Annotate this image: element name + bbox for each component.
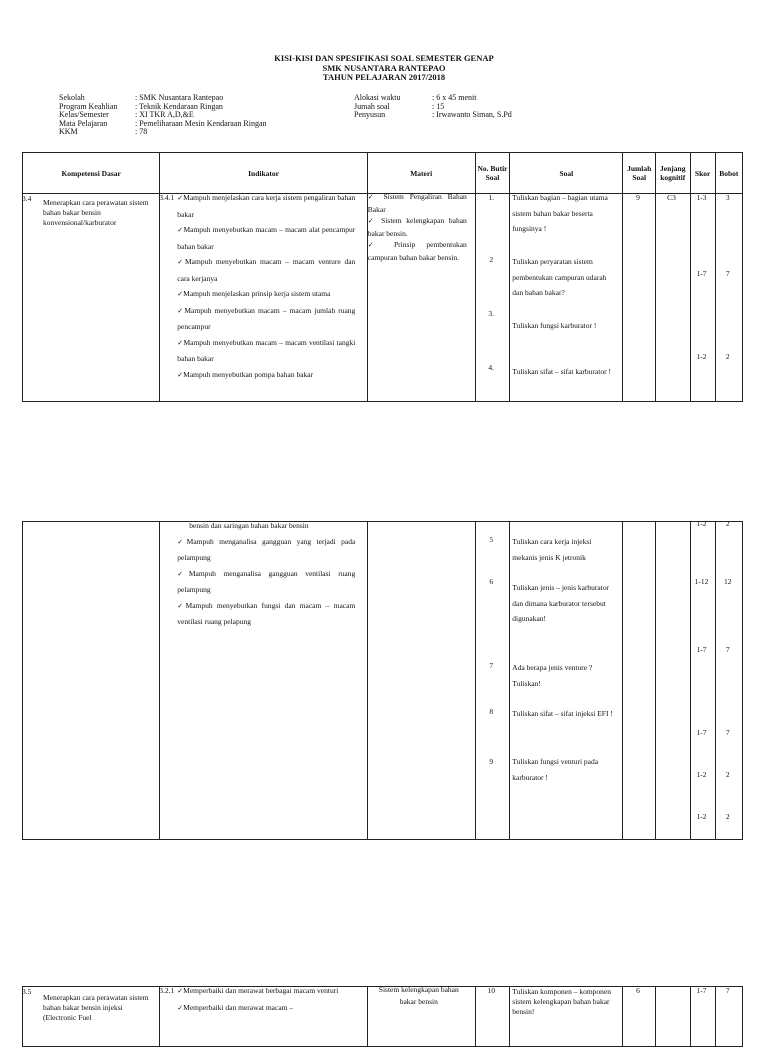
materi-text: Sistem kelengkapan bahan bakar bensin (378, 985, 459, 1006)
meta-value: : 15 (432, 101, 445, 111)
check-icon: ✓ (177, 537, 187, 546)
indicator-cell (160, 194, 368, 402)
jenjang-cell (655, 522, 690, 840)
meta-left (59, 94, 267, 137)
score: 1-2 (696, 352, 707, 361)
indicator-number: 3.4.1 (159, 193, 175, 202)
score: 1-7 (696, 645, 707, 654)
score: 1-7 (696, 269, 707, 278)
meta-label: Mata Pelajaran (59, 118, 108, 128)
meta-value: : 78 (135, 127, 148, 137)
weight: 2 (725, 812, 730, 821)
check-icon: ✓ (177, 370, 184, 379)
col-header: Materi (367, 153, 475, 194)
no-cell (475, 194, 510, 402)
col-header: Soal (510, 153, 623, 194)
weight: 7 (725, 269, 730, 278)
col-header: Bobot (715, 153, 742, 194)
cognitive-level: C3 (667, 193, 676, 202)
kd-cell (23, 987, 160, 1047)
check-icon: ✓ (177, 258, 186, 266)
check-icon: ✓ (177, 306, 185, 315)
question-number: 4. (488, 363, 495, 372)
question-text: Tuliskan sifat – sifat karburator ! (512, 367, 611, 376)
score: 1-7 (696, 728, 707, 737)
no-cell (475, 987, 510, 1047)
meta-value: : 6 x 45 menit (432, 93, 477, 102)
score: 1-2 (696, 770, 707, 779)
kd-cell (23, 522, 160, 840)
indicator-item: ✓Memperbaiki dan merawat macam – (177, 1002, 294, 1012)
soal-cell (510, 194, 623, 402)
col-header: Jenjang kognitif (655, 153, 690, 194)
meta-label: Penyusun (354, 110, 386, 120)
col-header: Kompetensi Dasar (23, 153, 160, 194)
indicator-item: ✓Mampuh menganalisa gangguan ventilasi ruang pelampung (177, 568, 356, 594)
col-header: Skor (690, 153, 715, 194)
weight: 7 (725, 986, 730, 995)
spec-table-3 (22, 986, 743, 1047)
table-row (23, 987, 743, 1047)
check-icon: ✓ (177, 338, 184, 347)
skor-cell (690, 519, 715, 840)
check-icon: ✓ (177, 601, 186, 610)
meta-label: KKM (59, 127, 78, 137)
question-number: 7 (489, 661, 494, 670)
col-header: Jumlah Soal (623, 153, 655, 194)
academic-year: TAHUN PELAJARAN 2017/2018 (322, 72, 446, 83)
check-icon: ✓ (177, 226, 184, 234)
kd-text: Menerapkan cara perawatan sistem bahan bakar bensin konvensional/karburator (43, 198, 149, 227)
score: 1-2 (696, 812, 707, 821)
skor-cell (690, 987, 715, 1047)
meta-label: Kelas/Semester (59, 110, 109, 120)
soal-cell (510, 522, 623, 840)
materi-cell (367, 522, 475, 840)
question-count: 9 (636, 193, 640, 202)
materi-cell (367, 987, 475, 1047)
indicator-item: ✓Mampuh menjelaskan cara kerja sistem pengaliran bahan bakar (177, 193, 356, 219)
meta-value: : XI TKR A,D,&E (135, 110, 194, 120)
materi-cell (367, 194, 475, 402)
skor-cell (690, 194, 715, 402)
kd-number: 3.5 (22, 987, 32, 996)
weight: 12 (723, 577, 732, 586)
col-header: Indikator (160, 153, 368, 194)
weight: 3 (725, 193, 730, 202)
meta-value: : Pemeliharaan Mesin Kendaraan Ringan (135, 118, 267, 128)
table-row (23, 522, 743, 840)
bobot-cell (715, 194, 742, 402)
meta-label: Jumah soal (354, 101, 390, 111)
question-number: 5 (489, 535, 494, 544)
question-text: Tuliskan peryaratan sistem pembentukan campuran udarah dan bahan bakar? (512, 257, 607, 297)
jumlah-cell (623, 987, 655, 1047)
meta-value: : SMK Nusantara Rantepao (135, 93, 224, 102)
question-text: Ada berapa jenis venture ? Tuliskan! (512, 663, 593, 688)
jenjang-cell (655, 194, 690, 402)
indicator-item: bensin dan saringan bahan bakar bensin (189, 521, 309, 530)
question-text: Tuliskan cara kerja injeksi mekanis jenis K jetronik (512, 537, 592, 562)
indicator-list (177, 518, 355, 630)
weight: 7 (725, 728, 730, 737)
materi-item: ✓ Sistem Pengaliran Bahan Bakar (367, 192, 467, 214)
indicator-item: ✓Mampuh menjelaskan prinsip kerja sistem utama (177, 289, 331, 298)
indicator-cell (160, 987, 368, 1047)
question-number: 1. (488, 193, 495, 202)
question-count: 6 (636, 986, 640, 995)
jumlah-cell (623, 522, 655, 840)
indicator-item: ✓Mampuh menyebutkan macam – macam alat pencampur bahan bakar (177, 225, 356, 251)
score: 1-7 (696, 986, 707, 995)
materi-item: ✓ Sistem kelengkapan bahan bakar bensin. (367, 216, 467, 238)
indicator-item: ✓Mampuh menganalisa gangguan yang terjadi pada pelampung (177, 536, 356, 562)
no-cell (475, 522, 510, 840)
indicator-item: ✓Memperbaiki dan merawat berbagai macam venturi (177, 986, 339, 995)
question-number: 2 (489, 255, 494, 264)
check-icon: ✓ (367, 241, 383, 249)
question-number: 8 (489, 707, 494, 716)
kd-cell (23, 194, 160, 402)
meta-label: Sekolah (59, 93, 85, 102)
question-text: Tuliskan jenis – jenis karburator dan dimana karburator tersebut digunakan! (512, 583, 610, 623)
check-icon: ✓ (367, 193, 378, 201)
score: 1-2 (696, 519, 707, 528)
weight: 2 (725, 519, 730, 528)
indicator-item: ✓Mampuh menyebutkan macam – macam venture dan cara kerjanya (177, 257, 356, 283)
weight: 2 (725, 770, 730, 779)
jenjang-cell (655, 987, 690, 1047)
col-header: No. Butir Soal (475, 153, 510, 194)
check-icon: ✓ (177, 194, 184, 202)
question-number: 10 (487, 986, 495, 995)
indicator-number: 3.2.1 (159, 986, 175, 995)
question-text: Tuliskan fungsi venturi pada karburator ! (512, 757, 599, 782)
indicator-item: ✓Mampuh menyebutkan macam – macam jumlah ruang pencampur (177, 305, 356, 331)
check-icon: ✓ (367, 217, 377, 225)
spec-table-1 (22, 152, 743, 402)
question-number: 6 (489, 577, 494, 586)
indicator-cell (160, 522, 368, 840)
question-text: Tuliskan bagian – bagian utama sistem bahan bakar beserta fungsinya ! (512, 193, 608, 233)
materi-item: ✓ Prinsip pembentukan campuran bahan bakar bensin. (367, 240, 467, 262)
table-row (23, 194, 743, 402)
indicator-list (177, 983, 355, 1016)
weight: 2 (725, 352, 730, 361)
indicator-item: ✓Mampuh menyebutkan macam – macam ventilasi tangki bahan bakar (177, 337, 356, 363)
bobot-cell (715, 519, 742, 840)
jumlah-cell (623, 194, 655, 402)
soal-cell (510, 987, 623, 1047)
check-icon: ✓ (177, 569, 189, 578)
meta-value: : Teknik Kendaraan Ringan (135, 101, 223, 111)
meta-label: Alokasi waktu (354, 93, 401, 102)
question-number: 3. (488, 309, 495, 318)
document-title-block (0, 54, 768, 83)
indicator-item: ✓Mampuh menyebutkan fungsi dan macam – macam ventilasi ruang pelapung (177, 600, 356, 626)
bobot-cell (715, 987, 742, 1047)
weight: 7 (725, 645, 730, 654)
document-title: KISI-KISI DAN SPESIFIKASI SOAL SEMESTER GENAP (274, 53, 494, 63)
question-text: Tuliskan komponen – komponen sistem kelengkapan bahan bakar bensin! (512, 987, 611, 1016)
question-text: Tuliskan sifat – sifat injeksi EFI ! (512, 709, 613, 718)
check-icon: ✓ (177, 290, 184, 298)
score: 1-12 (694, 577, 709, 586)
meta-right (354, 94, 512, 120)
question-number: 9 (489, 757, 494, 766)
indicator-list (177, 190, 355, 383)
meta-label: Program Keahlian (59, 101, 118, 111)
check-icon: ✓ (177, 1003, 184, 1012)
materi-list (368, 191, 467, 263)
kd-number: 3.4 (22, 194, 32, 203)
indicator-item: ✓Mampuh menyebutkan pompa bahan bakar (177, 369, 314, 379)
table-header-row (23, 153, 743, 194)
spec-table-2 (22, 521, 743, 840)
meta-value: : Irwawanto Siman, S.Pd (432, 110, 512, 120)
kd-text: Menerapkan cara perawatan sistem bahan bakar bensin injeksi (Electronic Fuel (43, 993, 149, 1022)
check-icon: ✓ (177, 987, 184, 995)
question-text: Tuliskan fungsi karburator ! (512, 321, 597, 330)
score: 1-3 (696, 193, 707, 202)
school-name: SMK NUSANTARA RANTEPAO (322, 62, 446, 73)
